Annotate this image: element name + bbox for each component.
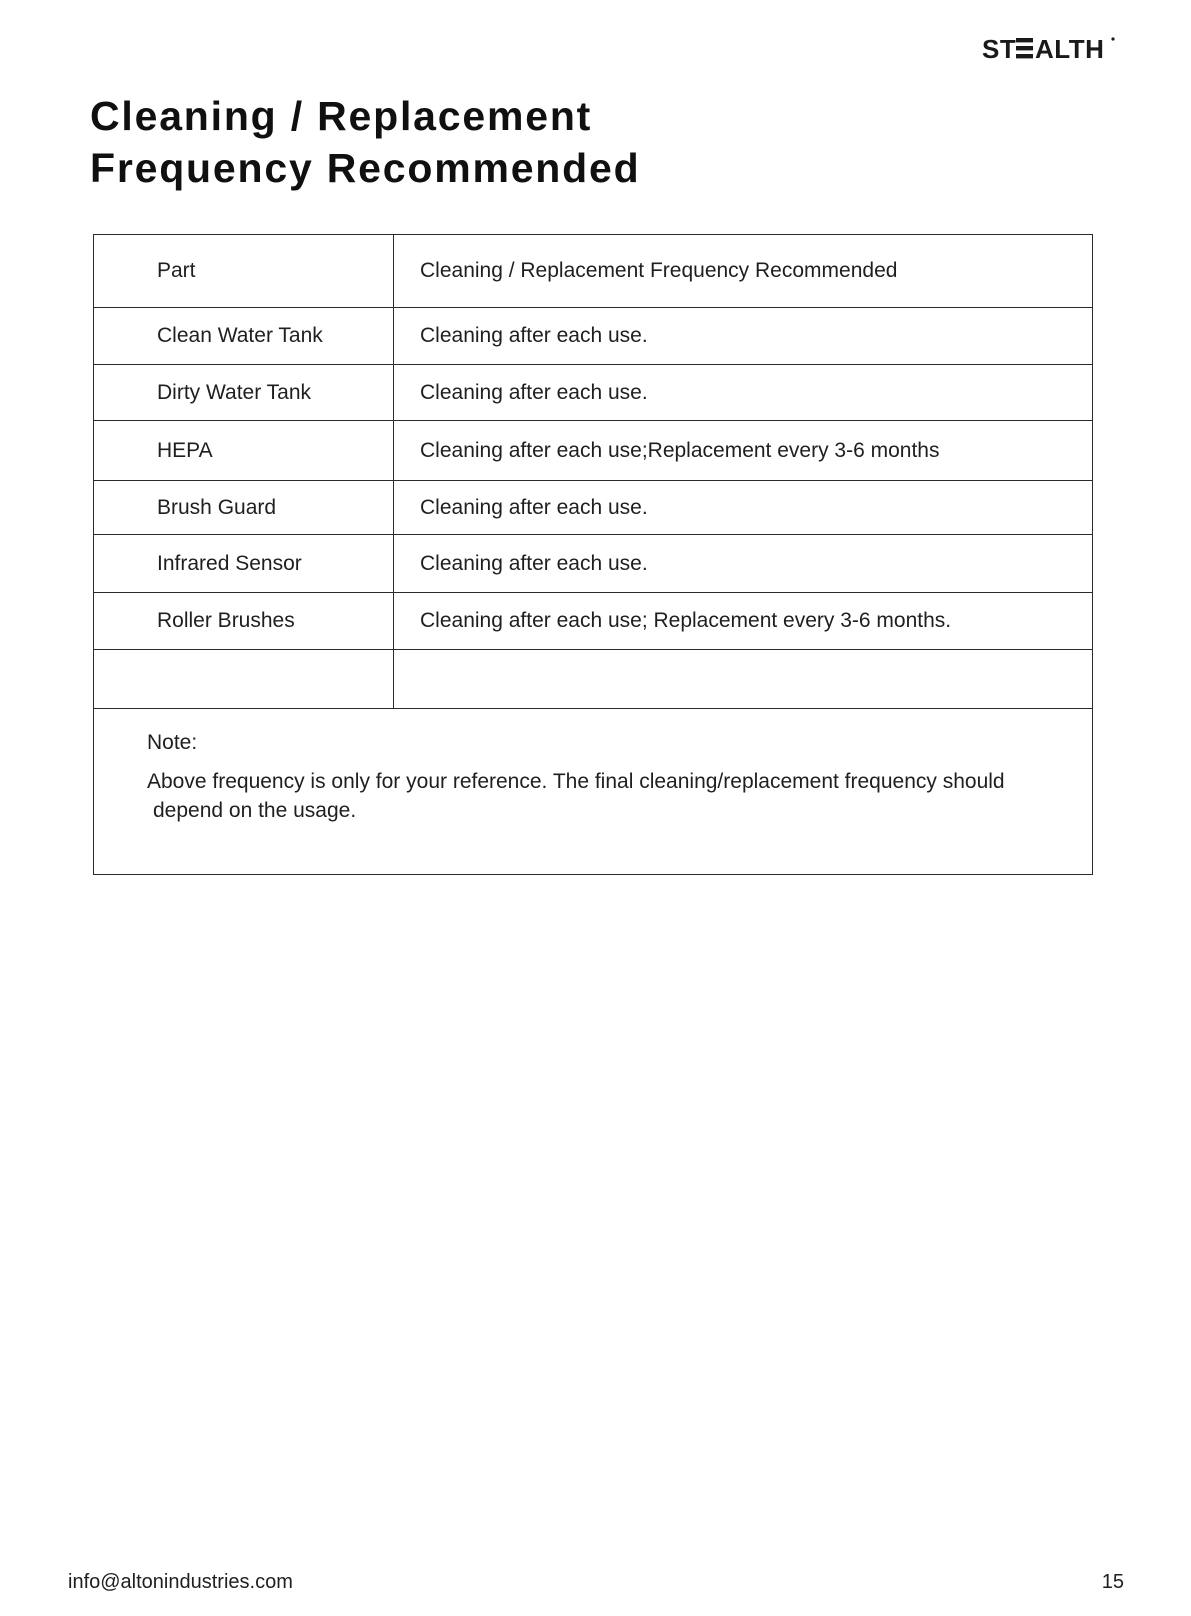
frequency-table <box>93 234 1093 875</box>
part-cell: HEPA <box>94 421 394 481</box>
table-row <box>94 308 1093 365</box>
frequency-cell: Cleaning after each use;Replacement every 3-6 months <box>394 421 1093 481</box>
page-number: 15 <box>1101 1571 1124 1593</box>
frequency-cell: Cleaning after each use. <box>394 535 1093 593</box>
svg-text:ALTH: ALTH <box>1035 34 1105 62</box>
page-title-line-1: Cleaning / Replacement <box>90 93 593 139</box>
note-label: Note: <box>147 731 198 754</box>
frequency-cell: Cleaning after each use. <box>394 365 1093 421</box>
page-title <box>90 90 710 194</box>
table-row <box>94 421 1093 481</box>
frequency-cell: Cleaning after each use. <box>394 308 1093 365</box>
header-frequency: Cleaning / Replacement Frequency Recommended <box>394 235 1093 308</box>
empty-part-cell <box>94 650 394 709</box>
note-cell <box>94 709 1093 875</box>
footer-email: info@altonindustries.com <box>68 1571 293 1593</box>
part-cell: Roller Brushes <box>94 593 394 650</box>
table-row <box>94 365 1093 421</box>
part-cell: Clean Water Tank <box>94 308 394 365</box>
note-row <box>94 709 1093 875</box>
part-cell: Dirty Water Tank <box>94 365 394 421</box>
part-cell: Brush Guard <box>94 481 394 535</box>
brand-logo <box>982 34 1122 62</box>
table-row <box>94 593 1093 650</box>
part-cell: Infrared Sensor <box>94 535 394 593</box>
empty-table-row <box>94 650 1093 709</box>
note-text-line-1: Above frequency is only for your reference. The final cleaning/replacement frequency should <box>147 770 1005 793</box>
header-part: Part <box>94 235 394 308</box>
frequency-cell: Cleaning after each use; Replacement every 3-6 months. <box>394 593 1093 650</box>
table-header-row <box>94 235 1093 308</box>
page-title-line-2: Frequency Recommended <box>90 145 641 191</box>
note-text-line-2: depend on the usage. <box>153 799 357 822</box>
table-row <box>94 535 1093 593</box>
stealth-wordmark-logo-icon <box>982 34 1122 62</box>
table-row <box>94 481 1093 535</box>
frequency-cell: Cleaning after each use. <box>394 481 1093 535</box>
empty-frequency-cell <box>394 650 1093 709</box>
svg-text:ST: ST <box>982 34 1017 62</box>
